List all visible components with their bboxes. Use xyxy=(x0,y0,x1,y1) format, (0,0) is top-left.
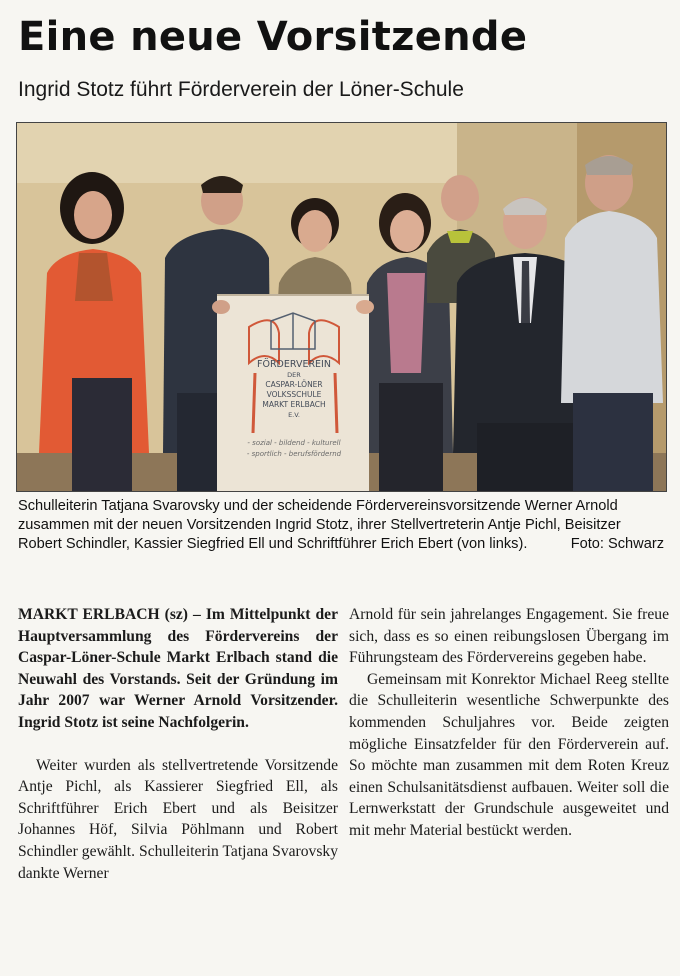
headline: Eine neue Vorsitzende xyxy=(18,14,528,60)
banner-line-2: DER xyxy=(287,371,301,379)
caption-text: Schulleiterin Tatjana Svarovsky und der scheidende Fördervereinsvorsitzende Werner Arnold zusammen mit der neuen Vorsitzenden Ingrid Stotz, ihrer Stellvertreterin Antje Pichl, Beisitzer Robert Schindler, Kassier Siegfried Ell und Schriftführer Erich Ebert (von links). xyxy=(18,498,621,552)
article-column-right xyxy=(349,604,669,842)
article-paragraph-1: Weiter wurden als stellvertretende Vorsitzende Antje Pichl, als Kassierer Siegfried Ell, als Schriftführer Erich Ebert und als Beisitzer Johannes Höf, Silvia Pöhlmann und Robert Schindler gewählt. Schulleiterin Tatjana Svarovsky dankte Werner xyxy=(18,756,338,882)
article-lead: MARKT ERLBACH (sz) – Im Mittelpunkt der Hauptversammlung des Fördervereins der Caspar-Löner-Schule Markt Erlbach stand die Neuwahl des Vorstands. Seit der Gründung im Jahr 2007 war Werner Arnold Vorsitzender. Ingrid Stotz ist seine Nachfolgerin. xyxy=(18,606,338,731)
article-paragraph-2: Gemeinsam mit Konrektor Michael Reeg stellte die Schulleiterin wesentliche Schwerpunkte des kommenden Schuljahres vor. Beide zeigten mögliche Einsatzfelder für den Förderverein auf. So möchte man zusammen mit dem Roten Kreuz einen Schulsanitätsdienst aufbauen. Weiter soll die Lernwerkstatt der Grundschule ausgeweitet und mit mehr Material bestückt werden. xyxy=(349,670,669,839)
photo-caption xyxy=(18,497,664,554)
banner-slogan-2: - sportlich - berufsfördernd xyxy=(246,450,342,458)
banner-line-4: VOLKSSCHULE xyxy=(266,390,322,399)
banner-line-6: E.V. xyxy=(288,411,300,419)
banner-line-1: FÖRDERVEREIN xyxy=(257,359,331,370)
article-column-left xyxy=(18,604,338,884)
banner-line-5: MARKT ERLBACH xyxy=(262,400,326,409)
foerderverein-banner xyxy=(217,295,369,491)
subheadline: Ingrid Stotz führt Förderverein der Löner-Schule xyxy=(18,78,464,101)
group-photo xyxy=(16,122,667,492)
photo-credit: Foto: Schwarz xyxy=(570,536,664,552)
article-paragraph-1-continued: Arnold für sein jahrelanges Engagement. Sie freue sich, dass es so einen reibungslosen Übergang im Führungsteam des Fördervereins gegeben habe. xyxy=(349,606,669,667)
banner-slogan-1: - sozial - bildend - kulturell xyxy=(247,439,341,447)
banner-line-3: CASPAR-LÖNER xyxy=(265,380,323,389)
